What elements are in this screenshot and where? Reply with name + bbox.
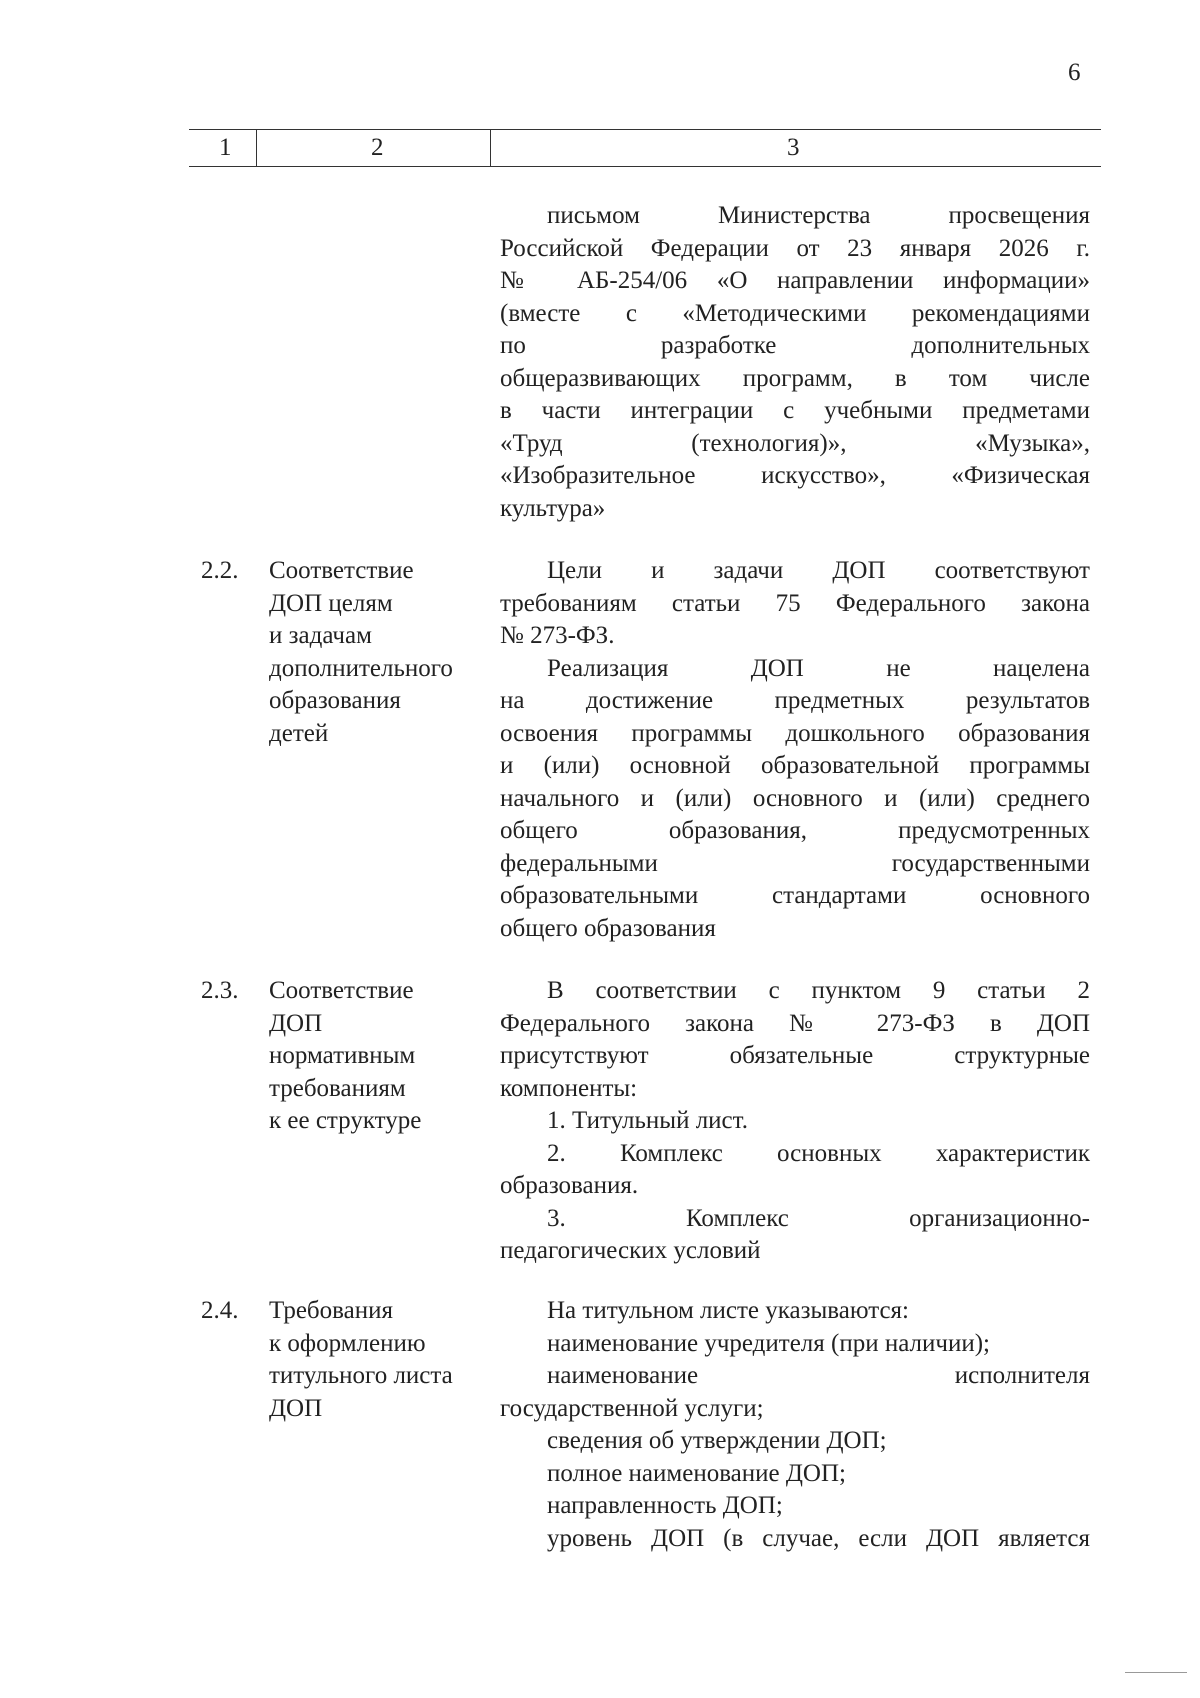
body-line: № АБ-254/06 «О направлении информации»	[500, 267, 1090, 294]
title-line: нормативным	[269, 1042, 416, 1069]
body-line: компоненты:	[500, 1074, 638, 1102]
body-line: по разработке дополнительных	[500, 332, 1090, 359]
body-line: письмом Министерства просвещения	[547, 202, 1090, 229]
body-line: сведения об утверждении ДОП;	[547, 1427, 887, 1454]
body-line: Реализация ДОП не нацелена	[547, 654, 1090, 682]
row-number: 2.2.	[201, 557, 239, 584]
body-line: педагогических условий	[500, 1237, 761, 1264]
column-number-1: 1	[219, 134, 232, 161]
body-line: 3. Комплекс организационно-	[547, 1204, 1090, 1232]
body-line: направленность ДОП;	[547, 1492, 783, 1519]
title-line: ДОП	[269, 1009, 323, 1037]
body-line: «Изобразительное искусство», «Физическая	[500, 462, 1090, 489]
body-line: государственной услуги;	[500, 1394, 764, 1422]
page-edge-mark	[1125, 1672, 1187, 1673]
body-line: № 273-ФЗ.	[500, 622, 615, 649]
body-line: 1. Титульный лист.	[547, 1107, 748, 1134]
body-line: В соответствии с пунктом 9 статьи 2	[547, 977, 1090, 1004]
column-divider	[256, 130, 257, 166]
title-line: ДОП целям	[269, 589, 393, 617]
body-line: «Труд (технология)», «Музыка»,	[500, 429, 1090, 457]
column-divider	[490, 130, 491, 166]
row-body	[500, 1295, 1090, 1555]
body-line: в части интеграции с учебными предметами	[500, 397, 1090, 424]
title-line: к оформлению	[269, 1329, 426, 1357]
row-number: 2.3.	[201, 977, 239, 1004]
body-line: освоения программы дошкольного образования	[500, 719, 1090, 747]
row-title	[269, 975, 489, 1138]
page-number: 6	[1068, 59, 1081, 86]
body-line: Цели и задачи ДОП соответствуют	[547, 557, 1090, 584]
row-title	[269, 1295, 489, 1425]
body-line: начального и (или) основного и (или) среднего	[500, 784, 1090, 812]
body-line: общего образования	[500, 914, 716, 942]
body-line: полное наименование ДОП;	[547, 1459, 846, 1487]
row-body	[500, 555, 1090, 945]
body-line: наименование исполнителя	[547, 1362, 1090, 1389]
title-line: требованиям	[269, 1074, 406, 1102]
body-line: 2. Комплекс основных характеристик	[547, 1139, 1090, 1167]
row-title	[269, 555, 489, 750]
body-line: культура»	[500, 494, 606, 522]
row-number: 2.4.	[201, 1297, 239, 1324]
table-column-header	[189, 129, 1101, 167]
body-line: Российской Федерации от 23 января 2026 г.	[500, 234, 1090, 262]
body-line: На титульном листе указываются:	[547, 1297, 909, 1324]
title-line: ДОП	[269, 1394, 323, 1422]
title-line: дополнительного	[269, 654, 453, 682]
body-line: на достижение предметных результатов	[500, 687, 1090, 714]
title-line: к ее структуре	[269, 1107, 422, 1134]
title-line: Соответствие	[269, 977, 414, 1004]
title-line: образования	[269, 687, 401, 714]
row-body	[500, 975, 1090, 1268]
body-line: образования.	[500, 1172, 639, 1199]
title-line: титульного листа	[269, 1362, 453, 1389]
body-line: и (или) основной образовательной программы	[500, 752, 1090, 779]
title-line: детей	[269, 719, 329, 747]
column-number-2: 2	[371, 134, 384, 161]
title-line: и задачам	[269, 622, 372, 649]
body-line: уровень ДОП (в случае, если ДОП является	[547, 1524, 1090, 1552]
body-line: наименование учредителя (при наличии);	[547, 1329, 990, 1357]
body-line: Федерального закона № 273-ФЗ в ДОП	[500, 1009, 1090, 1037]
title-line: Соответствие	[269, 557, 414, 584]
body-line: образовательными стандартами основного	[500, 882, 1090, 909]
body-line: (вместе с «Методическими рекомендациями	[500, 299, 1090, 327]
row-body	[500, 200, 1090, 525]
column-number-3: 3	[787, 134, 800, 161]
body-line: общего образования, предусмотренных	[500, 817, 1090, 844]
body-line: федеральными государственными	[500, 849, 1090, 877]
body-line: общеразвивающих программ, в том числе	[500, 364, 1090, 392]
title-line: Требования	[269, 1297, 393, 1324]
body-line: требованиям статьи 75 Федерального закона	[500, 589, 1090, 617]
body-line: присутствуют обязательные структурные	[500, 1042, 1090, 1069]
